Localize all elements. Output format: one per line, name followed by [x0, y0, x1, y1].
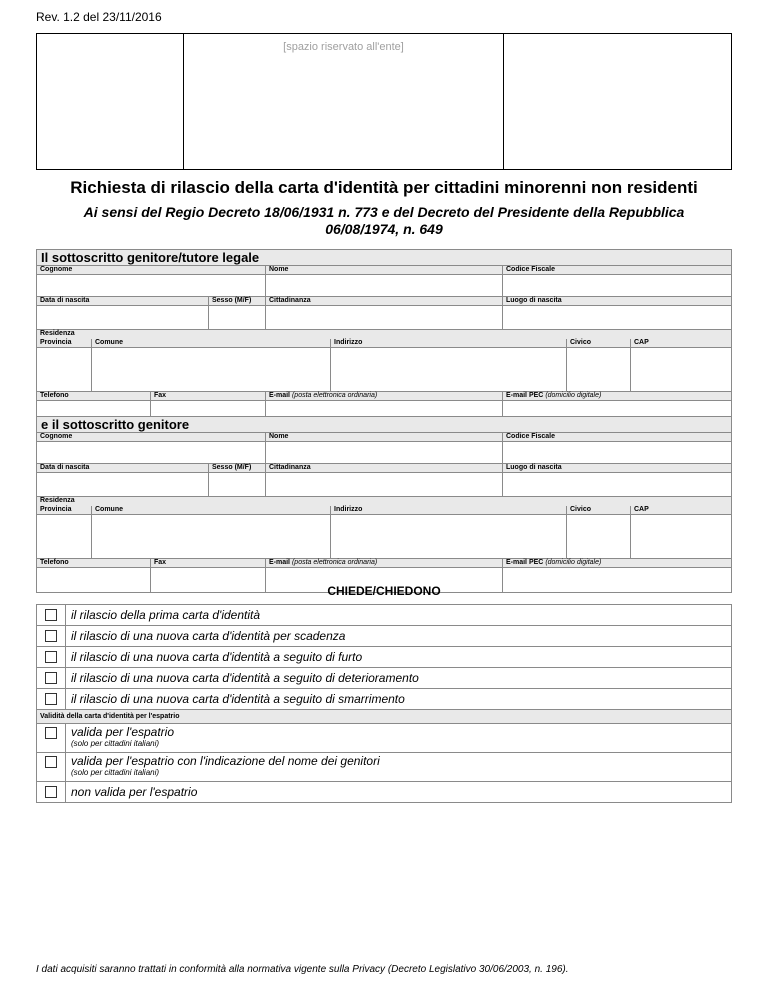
- label-codice-fiscale: Codice Fiscale: [503, 266, 731, 275]
- option-row: [37, 689, 731, 710]
- option-checkbox[interactable]: [45, 693, 57, 705]
- nome-field[interactable]: [266, 275, 503, 297]
- cognome-field[interactable]: [37, 275, 266, 297]
- option-checkbox[interactable]: [45, 672, 57, 684]
- parent-grid: [36, 432, 732, 593]
- validity-label: Validità della carta d'identità per l'espatrio: [37, 710, 731, 724]
- option-label: il rilascio di una nuova carta d'identità a seguito di deterioramento: [71, 671, 419, 685]
- label-provincia: Provincia: [37, 506, 92, 515]
- privacy-footer: I dati acquisiti saranno trattati in conformità alla normativa vigente sulla Privacy (Decreto Legislativo 30/06/2003, n. 196).: [36, 964, 569, 975]
- validity-option-note: (solo per cittadini italiani): [71, 768, 160, 777]
- option-checkbox[interactable]: [45, 651, 57, 663]
- validity-option-label: valida per l'espatrio con l'indicazione del nome dei genitori: [71, 754, 380, 768]
- reserved-label: [spazio riservato all'ente]: [283, 41, 404, 53]
- label-cittadinanza: Cittadinanza: [266, 297, 503, 306]
- label-email: E-mail (posta elettronica ordinaria): [266, 392, 503, 401]
- civico-field[interactable]: [567, 348, 631, 392]
- section-parent: [36, 416, 732, 593]
- comune-field[interactable]: [92, 348, 331, 392]
- cittadinanza-field[interactable]: [266, 473, 503, 497]
- sesso-field[interactable]: [209, 306, 266, 330]
- option-checkbox[interactable]: [45, 630, 57, 642]
- label-residenza: Residenza: [37, 330, 731, 339]
- label-comune: Comune: [92, 506, 331, 515]
- option-row: [37, 668, 731, 689]
- request-options: [36, 604, 732, 803]
- indirizzo-field[interactable]: [331, 515, 567, 559]
- validity-checkbox[interactable]: [45, 756, 57, 768]
- label-luogo-nascita: Luogo di nascita: [503, 297, 731, 306]
- validity-row: [37, 753, 731, 782]
- data-nascita-field[interactable]: [37, 306, 209, 330]
- page-title: Richiesta di rilascio della carta d'identità per cittadini minorenni non residenti: [70, 178, 698, 197]
- label-data-nascita: Data di nascita: [37, 464, 209, 473]
- option-label: il rilascio della prima carta d'identità: [71, 608, 261, 622]
- comune-field[interactable]: [92, 515, 331, 559]
- option-label: il rilascio di una nuova carta d'identità a seguito di furto: [71, 650, 363, 664]
- guardian-grid: [36, 265, 732, 426]
- label-cap: CAP: [631, 339, 731, 348]
- sesso-field[interactable]: [209, 473, 266, 497]
- option-row: [37, 647, 731, 668]
- data-nascita-field[interactable]: [37, 473, 209, 497]
- label-comune: Comune: [92, 339, 331, 348]
- left-box: [37, 34, 184, 169]
- cap-field[interactable]: [631, 348, 731, 392]
- page-subtitle: Ai sensi del Regio Decreto 18/06/1931 n. 773 e del Decreto del Presidente della Repubblica 06/08/1974, n. 649: [83, 204, 685, 237]
- provincia-field[interactable]: [37, 515, 92, 559]
- label-pec: E-mail PEC (domicilio digitale): [503, 392, 731, 401]
- codice-fiscale-field[interactable]: [503, 442, 731, 464]
- cap-field[interactable]: [631, 515, 731, 559]
- label-sesso: Sesso (M/F): [209, 297, 266, 306]
- label-cognome: Cognome: [37, 433, 266, 442]
- option-row: [37, 605, 731, 626]
- label-fax: Fax: [151, 392, 266, 401]
- label-nome: Nome: [266, 266, 503, 275]
- section-guardian: [36, 249, 732, 426]
- validity-option-label: valida per l'espatrio: [71, 725, 175, 739]
- cognome-field[interactable]: [37, 442, 266, 464]
- label-fax: Fax: [151, 559, 266, 568]
- option-label: il rilascio di una nuova carta d'identità per scadenza: [71, 629, 346, 643]
- request-heading: CHIEDE/CHIEDONO: [327, 584, 441, 598]
- label-indirizzo: Indirizzo: [331, 506, 567, 515]
- label-provincia: Provincia: [37, 339, 92, 348]
- label-luogo-nascita: Luogo di nascita: [503, 464, 731, 473]
- reserved-box: [184, 34, 504, 169]
- label-nome: Nome: [266, 433, 503, 442]
- validity-checkbox[interactable]: [45, 727, 57, 739]
- provincia-field[interactable]: [37, 348, 92, 392]
- nome-field[interactable]: [266, 442, 503, 464]
- label-indirizzo: Indirizzo: [331, 339, 567, 348]
- revision-note: Rev. 1.2 del 23/11/2016: [36, 10, 162, 24]
- luogo-nascita-field[interactable]: [503, 306, 731, 330]
- label-cittadinanza: Cittadinanza: [266, 464, 503, 473]
- label-cognome: Cognome: [37, 266, 266, 275]
- header-boxes: [36, 33, 732, 170]
- label-pec: E-mail PEC (domicilio digitale): [503, 559, 731, 568]
- option-checkbox[interactable]: [45, 609, 57, 621]
- label-codice-fiscale: Codice Fiscale: [503, 433, 731, 442]
- label-data-nascita: Data di nascita: [37, 297, 209, 306]
- validity-row: [37, 782, 731, 802]
- civico-field[interactable]: [567, 515, 631, 559]
- cittadinanza-field[interactable]: [266, 306, 503, 330]
- label-telefono: Telefono: [37, 559, 151, 568]
- label-cap: CAP: [631, 506, 731, 515]
- right-box: [504, 34, 731, 169]
- label-telefono: Telefono: [37, 392, 151, 401]
- section-header: e il sottoscritto genitore: [36, 416, 732, 432]
- indirizzo-field[interactable]: [331, 348, 567, 392]
- label-sesso: Sesso (M/F): [209, 464, 266, 473]
- validity-option-label: non valida per l'espatrio: [71, 785, 198, 799]
- option-label: il rilascio di una nuova carta d'identità a seguito di smarrimento: [71, 692, 405, 706]
- label-civico: Civico: [567, 506, 631, 515]
- luogo-nascita-field[interactable]: [503, 473, 731, 497]
- label-civico: Civico: [567, 339, 631, 348]
- option-row: [37, 626, 731, 647]
- label-email: E-mail (posta elettronica ordinaria): [266, 559, 503, 568]
- section-header: Il sottoscritto genitore/tutore legale: [36, 249, 732, 265]
- validity-option-note: (solo per cittadini italiani): [71, 739, 160, 748]
- validity-row: [37, 724, 731, 753]
- label-residenza: Residenza: [37, 497, 731, 506]
- codice-fiscale-field[interactable]: [503, 275, 731, 297]
- validity-checkbox[interactable]: [45, 786, 57, 798]
